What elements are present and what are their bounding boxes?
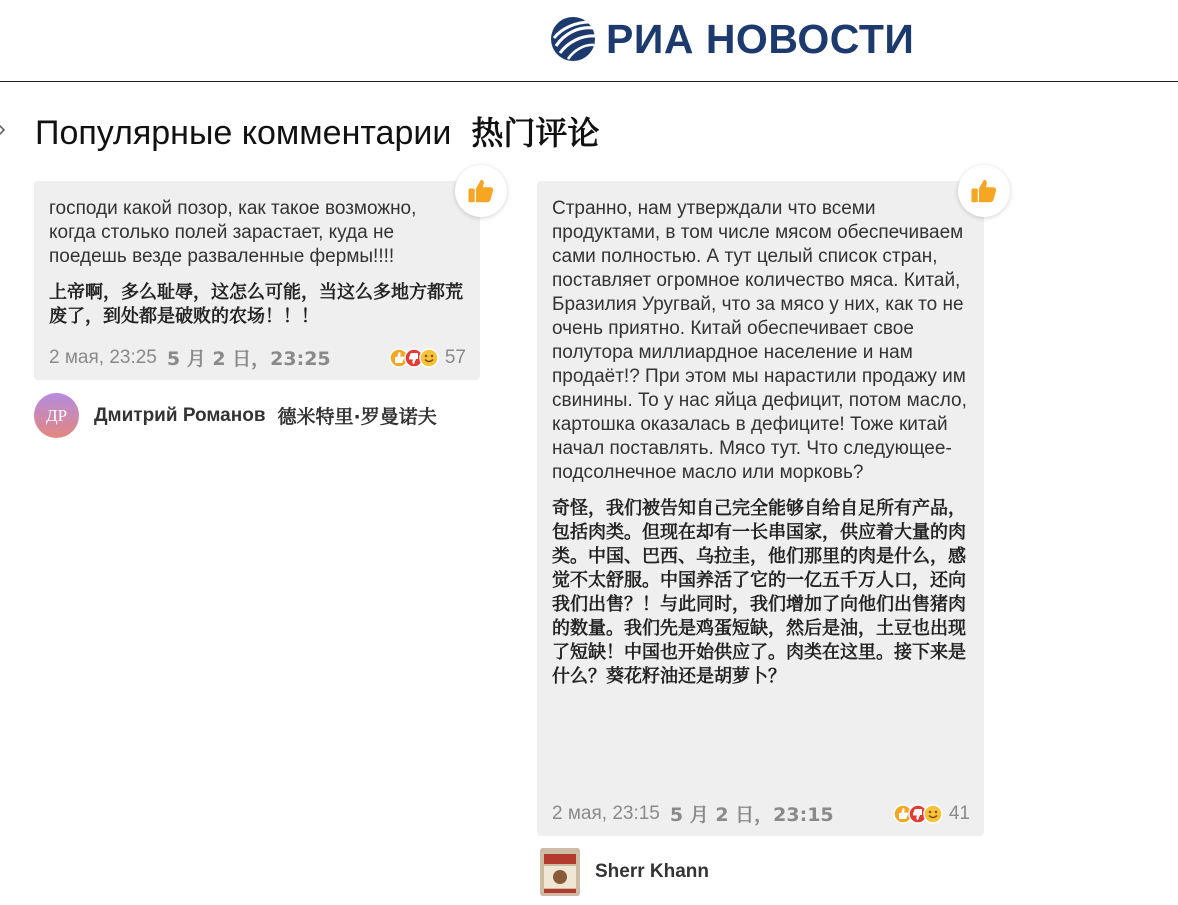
- avatar-image-icon: [540, 848, 580, 896]
- comment-date-ru: 2 мая, 23:15: [552, 802, 660, 824]
- reactions-summary[interactable]: [389, 347, 466, 369]
- author-name[interactable]: Дмитрий Романов: [94, 404, 266, 426]
- like-button[interactable]: [958, 165, 1010, 217]
- site-header: [0, 0, 1178, 82]
- comment-date-ru: 2 мая, 23:25: [49, 346, 157, 368]
- author-name[interactable]: Sherr Khann: [595, 861, 710, 882]
- comment-author[interactable]: [34, 393, 437, 438]
- comment-card: [34, 181, 480, 380]
- section-title-zh: 热门评论: [471, 114, 600, 152]
- comment-date-zh: 5 月 2 日，23:25: [166, 348, 331, 370]
- chevron-right-icon: [0, 124, 6, 136]
- reaction-count: 41: [948, 802, 970, 824]
- thumbs-up-icon: [969, 176, 999, 206]
- comment-text-ru: Странно, нам утверждали что всеми продуктами, в том числе мясом обеспечиваем сами полностью. А тут целый список стран, поставляет огромное количество мяса. Китай, Бразилия Уругвай, что за мясо у них, как то не очень приятно. Китай обеспечивает свое полутора миллиардное население и нам продаёт!? При этом мы нарастили продажу им свинины. То у нас яйца дефицит, потом масло, картошка оказалась в дефиците! Тоже китай начал поставлять. Мясо тут. Что следующее-подсолнечное масло или морковь?: [552, 198, 967, 483]
- section-title-ru: Популярные комментарии: [35, 114, 452, 152]
- avatar[interactable]: [540, 848, 580, 896]
- section-title: [35, 108, 599, 154]
- reaction-icons: [893, 804, 943, 824]
- thumbs-up-icon: [466, 176, 496, 206]
- like-button[interactable]: [455, 165, 507, 217]
- reactions-summary[interactable]: [893, 803, 970, 825]
- comment-text-zh: 奇怪，我们被告知自己完全能够自给自足所有产品，包括肉类。但现在却有一长串国家，供应着大量的肉类。中国、巴西、乌拉圭，他们那里的肉是什么，感觉不太舒服。中国养活了它的一亿五千万人口，还向我们出售？！与此同时，我们增加了向他们出售猪肉的数量。我们先是鸡蛋短缺，然后是油，土豆也出现了短缺！中国也开始供应了。肉类在这里。接下来是什么？葵花籽油还是胡萝卜？: [552, 498, 966, 687]
- comment-text-zh: 上帝啊，多么耻辱，这怎么可能，当这么多地方都荒废了，到处都是破败的农场！！！: [49, 282, 463, 327]
- comment-meta: [552, 800, 970, 827]
- comment-text-ru: господи какой позор, как такое возможно, когда столько полей зарастает, куда не поедешь везде разваленные фермы!!!!: [49, 198, 417, 267]
- comment-card: [537, 181, 984, 836]
- smile-reaction-icon: [923, 804, 943, 824]
- avatar[interactable]: [34, 393, 79, 438]
- comment-date-zh: 5 月 2 日，23:15: [669, 804, 834, 826]
- avatar-initials: ДР: [45, 405, 68, 425]
- comment-meta: [49, 344, 466, 371]
- comment-author[interactable]: [540, 848, 709, 896]
- ria-logo[interactable]: [550, 15, 914, 63]
- logo-text: РИА НОВОСТИ: [606, 15, 915, 62]
- reaction-count: 57: [444, 346, 466, 368]
- smile-reaction-icon: [419, 348, 439, 368]
- author-name-zh: 德米特里·罗曼诺夫: [277, 406, 437, 428]
- reaction-icons: [389, 348, 439, 368]
- ria-globe-icon: [550, 16, 596, 62]
